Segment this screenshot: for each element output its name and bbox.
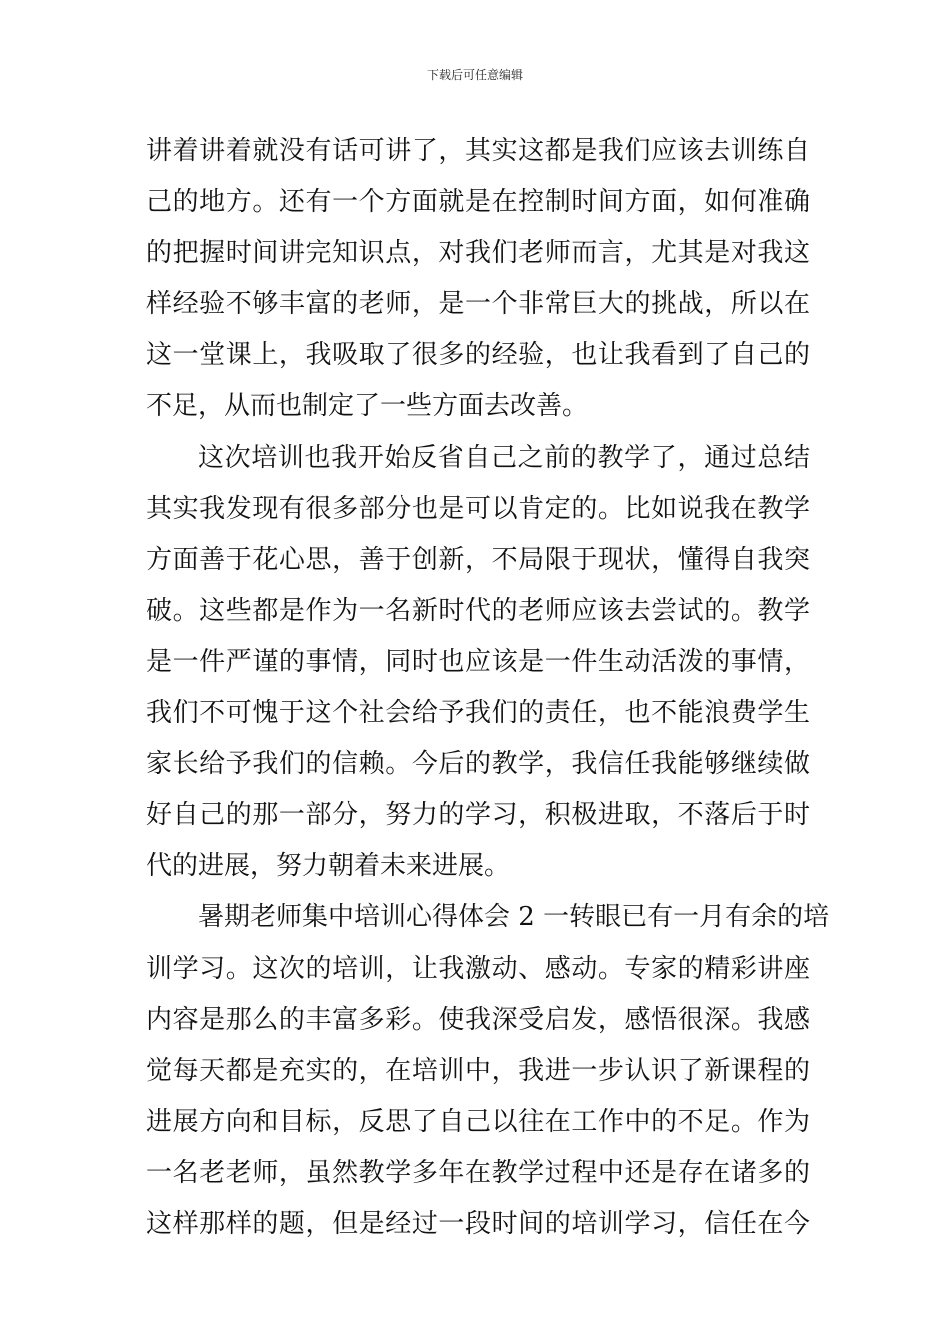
text-line: 一名老老师，虽然教学多年在教学过程中还是存在诸多的 — [146, 1157, 810, 1188]
text-line: 其实我发现有很多部分也是可以肯定的。比如说我在教学 — [146, 493, 810, 524]
text-line: 训学习。这次的培训，让我激动、感动。专家的精彩讲座 — [146, 953, 810, 984]
text-line: 不足，从而也制定了一些方面去改善。 — [146, 391, 589, 422]
paragraph — [146, 433, 810, 893]
text-line: 是一件严谨的事情，同时也应该是一件生动活泼的事情， — [146, 646, 810, 677]
text-line: 这样那样的题，但是经过一段时间的培训学习，信任在今 — [146, 1208, 810, 1239]
text-line: 方面善于花心思，善于创新，不局限于现状，懂得自我突 — [146, 544, 810, 575]
paragraph — [146, 126, 810, 433]
text-line: 家长给予我们的信赖。今后的教学，我信任我能够继续做 — [146, 749, 810, 780]
text-line: 的把握时间讲完知识点，对我们老师而言，尤其是对我这 — [146, 238, 810, 269]
text-line: 我们不可愧于这个社会给予我们的责任，也不能浪费学生 — [146, 698, 810, 729]
page-header: 下载后可任意编辑 — [426, 68, 523, 82]
text-line: 样经验不够丰富的老师，是一个非常巨大的挑战，所以在 — [146, 289, 810, 320]
text-line: 内容是那么的丰富多彩。使我深受启发，感悟很深。我感 — [146, 1004, 810, 1035]
text-line: 暑期老师集中培训心得体会 2 一转眼已有一月有余的培 — [198, 902, 830, 933]
text-line: 讲着讲着就没有话可讲了，其实这都是我们应该去训练自 — [146, 136, 810, 166]
text-line: 破。这些都是作为一名新时代的老师应该去尝试的。教学 — [146, 595, 810, 626]
document-body — [146, 126, 830, 1250]
text-line: 代的进展，努力朝着未来进展。 — [146, 851, 511, 882]
text-line: 进展方向和目标，反思了自己以往在工作中的不足。作为 — [146, 1106, 810, 1137]
text-line: 觉每天都是充实的，在培训中，我进一步认识了新课程的 — [146, 1055, 810, 1086]
text-line: 己的地方。还有一个方面就是在控制时间方面，如何准确 — [146, 187, 810, 218]
paragraph — [146, 892, 830, 1250]
text-line: 这一堂课上，我吸取了很多的经验，也让我看到了自己的 — [146, 340, 810, 371]
text-line: 这次培训也我开始反省自己之前的教学了，通过总结 — [198, 442, 810, 473]
text-line: 好自己的那一部分，努力的学习，积极进取，不落后于时 — [146, 800, 810, 831]
